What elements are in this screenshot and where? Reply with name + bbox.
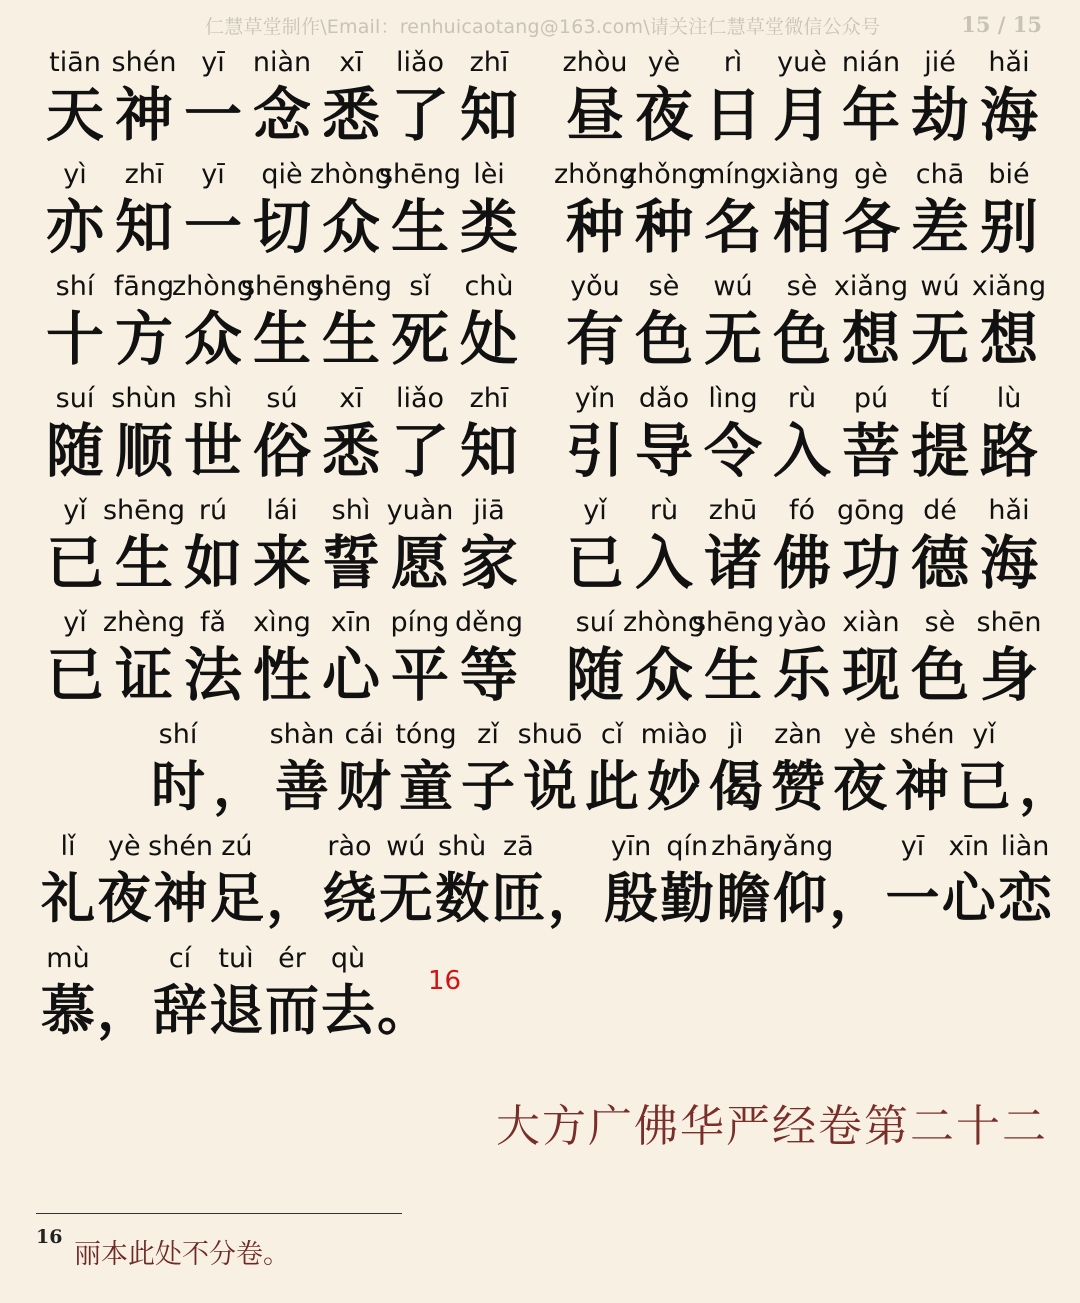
hanzi: 童	[399, 755, 453, 818]
pinyin: shàn	[269, 719, 335, 750]
hanzi: 。	[377, 979, 431, 1042]
hanzi: ，	[1019, 755, 1073, 818]
pinyin: suí	[575, 607, 615, 638]
pinyin: fǎ	[199, 607, 227, 638]
hanzi: 路	[979, 417, 1038, 485]
pinyin: xī	[339, 47, 363, 78]
hanzi: 数	[435, 867, 490, 930]
pinyin: yīn	[610, 831, 652, 862]
pinyin: fó	[788, 495, 816, 526]
pinyin: zhī	[469, 383, 509, 414]
hanzi: 神	[895, 755, 949, 818]
hanzi: 偈	[709, 755, 763, 818]
hanzi: 恋	[998, 867, 1053, 930]
pinyin: rú	[198, 495, 228, 526]
pinyin: fāng	[113, 271, 175, 302]
pinyin: zhī	[469, 47, 509, 78]
hanzi: 瞻	[716, 867, 771, 930]
pinyin: shēng	[240, 271, 324, 302]
pinyin: zhòu	[562, 47, 628, 78]
pinyin: lù	[996, 383, 1022, 414]
pinyin: mù	[46, 943, 90, 974]
pinyin: píng	[390, 607, 450, 638]
hanzi: 匝	[491, 867, 546, 930]
pinyin: lái	[266, 495, 298, 526]
hanzi: 众	[183, 305, 242, 373]
pinyin: lèi	[473, 159, 505, 190]
volume-end-title: 大方广佛华严经卷第二十二	[496, 1101, 1048, 1152]
hanzi: 色	[772, 305, 831, 373]
hanzi: 切	[252, 193, 311, 261]
ruby-character	[974, 494, 1044, 604]
hanzi: 随	[565, 641, 624, 709]
pinyin: zhǒng	[553, 159, 637, 190]
pinyin: zhòng	[309, 159, 393, 190]
hanzi: 殷	[604, 867, 658, 930]
verse-line	[0, 606, 1080, 716]
verse-half-right	[560, 382, 1050, 492]
verse-line	[0, 270, 1080, 380]
pinyin: bié	[988, 159, 1030, 190]
pinyin: wú	[920, 271, 960, 302]
pinyin: tuì	[218, 943, 254, 974]
pinyin: yuè	[777, 47, 827, 78]
hanzi: 悉	[321, 81, 380, 149]
hanzi: ，	[213, 755, 267, 818]
hanzi: 身	[979, 641, 1038, 709]
pinyin: xiàng	[764, 159, 840, 190]
hanzi: 诸	[703, 529, 762, 597]
hanzi: 了	[390, 81, 449, 149]
ruby-character	[1016, 718, 1076, 828]
pinyin: sè	[648, 271, 680, 302]
pinyin: yè	[647, 47, 681, 78]
hanzi: 辞	[153, 979, 207, 1042]
pinyin: cǐ	[600, 719, 624, 750]
hanzi: 类	[459, 193, 518, 261]
hanzi: 世	[183, 417, 242, 485]
hanzi: 无	[910, 305, 969, 373]
hanzi: 已	[957, 755, 1011, 818]
pinyin: tí	[930, 383, 950, 414]
hanzi: 名	[703, 193, 762, 261]
hanzi: 劫	[910, 81, 969, 149]
pinyin: nián	[841, 47, 901, 78]
verse-half-left	[40, 382, 530, 492]
pinyin: zhān	[711, 831, 777, 862]
hanzi: 别	[979, 193, 1038, 261]
hanzi: 知	[459, 417, 518, 485]
verse-half-left	[40, 606, 530, 716]
ruby-character	[454, 494, 524, 604]
verse-half-right	[560, 46, 1050, 156]
hanzi: 已	[45, 641, 104, 709]
pinyin: hǎi	[988, 495, 1030, 526]
hanzi: 众	[321, 193, 380, 261]
prose-line	[0, 718, 1080, 828]
verse-half-left	[40, 270, 530, 380]
hanzi: 一	[183, 81, 242, 149]
hanzi: 亦	[45, 193, 104, 261]
hanzi: 家	[459, 529, 518, 597]
pinyin: cí	[168, 943, 192, 974]
pinyin: gè	[854, 159, 888, 190]
hanzi: 菩	[841, 417, 900, 485]
hanzi: 十	[45, 305, 104, 373]
hanzi: 心	[941, 867, 996, 930]
hanzi: 现	[841, 641, 900, 709]
verse-half-right	[553, 158, 1050, 268]
pinyin: yào	[777, 607, 827, 638]
pinyin: zú	[221, 831, 253, 862]
pinyin: yī	[900, 831, 925, 862]
pinyin: suí	[55, 383, 95, 414]
prose-line	[0, 942, 1080, 1052]
pinyin: lǐ	[60, 831, 76, 862]
pinyin: rì	[723, 47, 743, 78]
pinyin: yǎng	[766, 831, 834, 862]
hanzi: 证	[114, 641, 173, 709]
pinyin: yuàn	[386, 495, 454, 526]
hanzi: 方	[114, 305, 173, 373]
hanzi: 神	[153, 867, 208, 930]
hanzi: 礼	[41, 867, 95, 930]
hanzi: ，	[97, 979, 151, 1042]
hanzi: 随	[45, 417, 104, 485]
page-header	[0, 8, 1080, 38]
pinyin: shùn	[111, 383, 177, 414]
pinyin: rào	[327, 831, 372, 862]
pinyin: lìng	[708, 383, 758, 414]
pinyin: cái	[344, 719, 384, 750]
verse-half-left	[40, 158, 530, 268]
pinyin: yī	[201, 159, 225, 190]
pinyin: xī	[339, 383, 363, 414]
pinyin: gōng	[837, 495, 905, 526]
pinyin: yǐ	[583, 495, 607, 526]
pinyin: qù	[330, 943, 366, 974]
pinyin: dǎo	[638, 383, 690, 414]
ruby-character	[454, 606, 524, 716]
hanzi: ，	[547, 867, 602, 930]
pinyin: shì	[193, 383, 233, 414]
pinyin: wú	[386, 831, 426, 862]
hanzi: 此	[585, 755, 639, 818]
footnote-divider	[36, 1213, 402, 1214]
pinyin: zhū	[708, 495, 758, 526]
hanzi: 足	[209, 867, 264, 930]
hanzi: 众	[634, 641, 693, 709]
hanzi: 知	[114, 193, 173, 261]
hanzi: 一	[183, 193, 242, 261]
pinyin: shén	[148, 831, 214, 862]
hanzi: 想	[979, 305, 1038, 373]
pinyin: míng	[698, 159, 768, 190]
verse-half-right	[560, 606, 1050, 716]
pinyin: shuō	[517, 719, 583, 750]
hanzi: 顺	[114, 417, 173, 485]
hanzi: 有	[565, 305, 624, 373]
hanzi: 各	[841, 193, 900, 261]
hanzi: 绕	[322, 867, 377, 930]
ruby-character	[971, 270, 1047, 380]
pinyin: tiān	[49, 47, 101, 78]
hanzi: 想	[841, 305, 900, 373]
pinyin: pú	[853, 383, 889, 414]
pinyin: yì	[63, 159, 87, 190]
hanzi: 神	[114, 81, 173, 149]
hanzi: 无	[378, 867, 433, 930]
hanzi: 夜	[97, 867, 152, 930]
pinyin: wú	[713, 271, 753, 302]
pinyin: xiàn	[842, 607, 900, 638]
verse-line	[0, 494, 1080, 604]
pinyin: zàn	[774, 719, 822, 750]
pinyin: zhòng	[171, 271, 255, 302]
hanzi: 处	[459, 305, 518, 373]
pinyin: zhǒng	[622, 159, 706, 190]
pinyin: zhòng	[622, 607, 706, 638]
pinyin: děng	[454, 607, 523, 638]
hanzi: 年	[841, 81, 900, 149]
hanzi: 月	[772, 81, 831, 149]
verse-half-right	[560, 270, 1050, 380]
footnote-reference[interactable]: 16	[428, 966, 462, 996]
hanzi: 誓	[321, 529, 380, 597]
prose-line	[0, 830, 1080, 940]
pinyin: xiǎng	[833, 271, 909, 302]
pinyin: sú	[266, 383, 298, 414]
hanzi: 种	[565, 193, 624, 261]
pinyin: zhèng	[102, 607, 186, 638]
pinyin: shēng	[102, 495, 186, 526]
hanzi: 悉	[321, 417, 380, 485]
hanzi: 相	[772, 193, 831, 261]
ruby-character	[974, 606, 1044, 716]
pinyin: jié	[924, 47, 956, 78]
hanzi: 乐	[772, 641, 831, 709]
hanzi: 退	[209, 979, 263, 1042]
pinyin: hǎi	[988, 47, 1030, 78]
hanzi: 财	[337, 755, 391, 818]
hanzi: 生	[703, 641, 762, 709]
verse-half-right	[560, 494, 1050, 604]
pinyin: dé	[923, 495, 957, 526]
pinyin: miào	[640, 719, 708, 750]
hanzi: 俗	[252, 417, 311, 485]
footnote-number: 16	[36, 1226, 63, 1248]
hanzi: 夜	[634, 81, 693, 149]
hanzi: 了	[390, 417, 449, 485]
pinyin: xīn	[948, 831, 990, 862]
hanzi: 入	[772, 417, 831, 485]
hanzi: 已	[45, 529, 104, 597]
pinyin: shí	[158, 719, 198, 750]
hanzi: 而	[265, 979, 319, 1042]
pinyin: yǐ	[63, 607, 87, 638]
pinyin: yǒu	[570, 271, 620, 302]
hanzi: ，	[266, 867, 321, 930]
ruby-character	[454, 46, 524, 156]
hanzi: 平	[390, 641, 449, 709]
hanzi: 慕	[41, 979, 95, 1042]
verse-line	[0, 158, 1080, 268]
pinyin: shí	[55, 271, 95, 302]
pinyin: tóng	[395, 719, 457, 750]
hanzi: 等	[459, 641, 518, 709]
hanzi: 去	[321, 979, 375, 1042]
pinyin: chù	[464, 271, 514, 302]
verse-line	[0, 46, 1080, 156]
verse-half-left	[40, 494, 530, 604]
pinyin: sǐ	[409, 271, 431, 302]
pinyin: jì	[728, 719, 744, 750]
hanzi: 法	[183, 641, 242, 709]
pinyin: chā	[915, 159, 965, 190]
ruby-character	[454, 270, 524, 380]
hanzi: 生	[321, 305, 380, 373]
hanzi: 夜	[833, 755, 887, 818]
pinyin: zhī	[124, 159, 164, 190]
pinyin: liǎo	[395, 47, 445, 78]
pinyin: yǐ	[972, 719, 996, 750]
pinyin: qín	[666, 831, 709, 862]
pinyin: shì	[331, 495, 371, 526]
pinyin: niàn	[252, 47, 312, 78]
hanzi: ，	[829, 867, 884, 930]
hanzi: 色	[634, 305, 693, 373]
hanzi: 妙	[647, 755, 701, 818]
ruby-character	[454, 158, 524, 268]
pinyin: yè	[843, 719, 877, 750]
page-number: 15 / 15	[961, 12, 1042, 37]
ruby-character	[374, 942, 434, 1052]
hanzi: 色	[910, 641, 969, 709]
pinyin: shēng	[309, 271, 393, 302]
hanzi: 令	[703, 417, 762, 485]
pinyin: qiè	[261, 159, 303, 190]
pinyin: shēng	[378, 159, 462, 190]
pinyin: xìng	[253, 607, 311, 638]
pinyin: rù	[787, 383, 817, 414]
hanzi: 一	[885, 867, 940, 930]
hanzi: 差	[910, 193, 969, 261]
hanzi: 种	[634, 193, 693, 261]
pinyin: rù	[649, 495, 679, 526]
hanzi: 日	[703, 81, 762, 149]
hanzi: 引	[565, 417, 624, 485]
pinyin: liǎo	[395, 383, 445, 414]
pinyin: jiā	[473, 495, 505, 526]
ruby-character	[974, 158, 1044, 268]
ruby-character	[454, 382, 524, 492]
pinyin: yǐn	[574, 383, 616, 414]
hanzi: 功	[841, 529, 900, 597]
pinyin: sè	[924, 607, 956, 638]
pinyin: yī	[201, 47, 225, 78]
hanzi: 德	[910, 529, 969, 597]
pinyin: yǐ	[63, 495, 87, 526]
footnote-text: 丽本此处不分卷。	[74, 1239, 290, 1270]
pinyin: shù	[437, 831, 487, 862]
hanzi: 如	[183, 529, 242, 597]
pinyin: ér	[278, 943, 306, 974]
hanzi: 死	[390, 305, 449, 373]
pinyin: shén	[111, 47, 177, 78]
verse-half-left	[40, 46, 530, 156]
hanzi: 无	[703, 305, 762, 373]
hanzi: 海	[979, 81, 1038, 149]
pinyin: liàn	[1000, 831, 1050, 862]
pinyin: xiǎng	[971, 271, 1047, 302]
hanzi: 时	[151, 755, 205, 818]
ruby-character	[974, 382, 1044, 492]
hanzi: 生	[390, 193, 449, 261]
pinyin: yè	[108, 831, 141, 862]
ruby-character	[974, 46, 1044, 156]
pinyin: zā	[503, 831, 534, 862]
hanzi: 勤	[660, 867, 715, 930]
hanzi: 佛	[772, 529, 831, 597]
pinyin: sè	[786, 271, 818, 302]
hanzi: 知	[459, 81, 518, 149]
verse-line	[0, 382, 1080, 492]
hanzi: 性	[252, 641, 311, 709]
pinyin: shēng	[691, 607, 775, 638]
ruby-character	[995, 830, 1055, 940]
hanzi: 赞	[771, 755, 825, 818]
hanzi: 已	[565, 529, 624, 597]
hanzi: 导	[634, 417, 693, 485]
hanzi: 仰	[772, 867, 827, 930]
hanzi: 海	[979, 529, 1038, 597]
hanzi: 善	[275, 755, 329, 818]
pinyin: zǐ	[477, 719, 499, 750]
hanzi: 生	[252, 305, 311, 373]
pinyin: xīn	[330, 607, 372, 638]
hanzi: 提	[910, 417, 969, 485]
hanzi: 来	[252, 529, 311, 597]
hanzi: 念	[252, 81, 311, 149]
hanzi: 入	[634, 529, 693, 597]
pinyin: shēn	[976, 607, 1042, 638]
credit-text: 仁慧草堂制作\Email：renhuicaotang@163.com\请关注仁慧草堂微信公众号	[205, 16, 881, 38]
hanzi: 生	[114, 529, 173, 597]
hanzi: 心	[321, 641, 380, 709]
hanzi: 天	[45, 81, 104, 149]
hanzi: 子	[461, 755, 515, 818]
pinyin	[991, 718, 1080, 752]
hanzi: 说	[523, 755, 577, 818]
hanzi: 昼	[565, 81, 624, 149]
pinyin: shén	[889, 719, 955, 750]
hanzi: 愿	[390, 529, 449, 597]
